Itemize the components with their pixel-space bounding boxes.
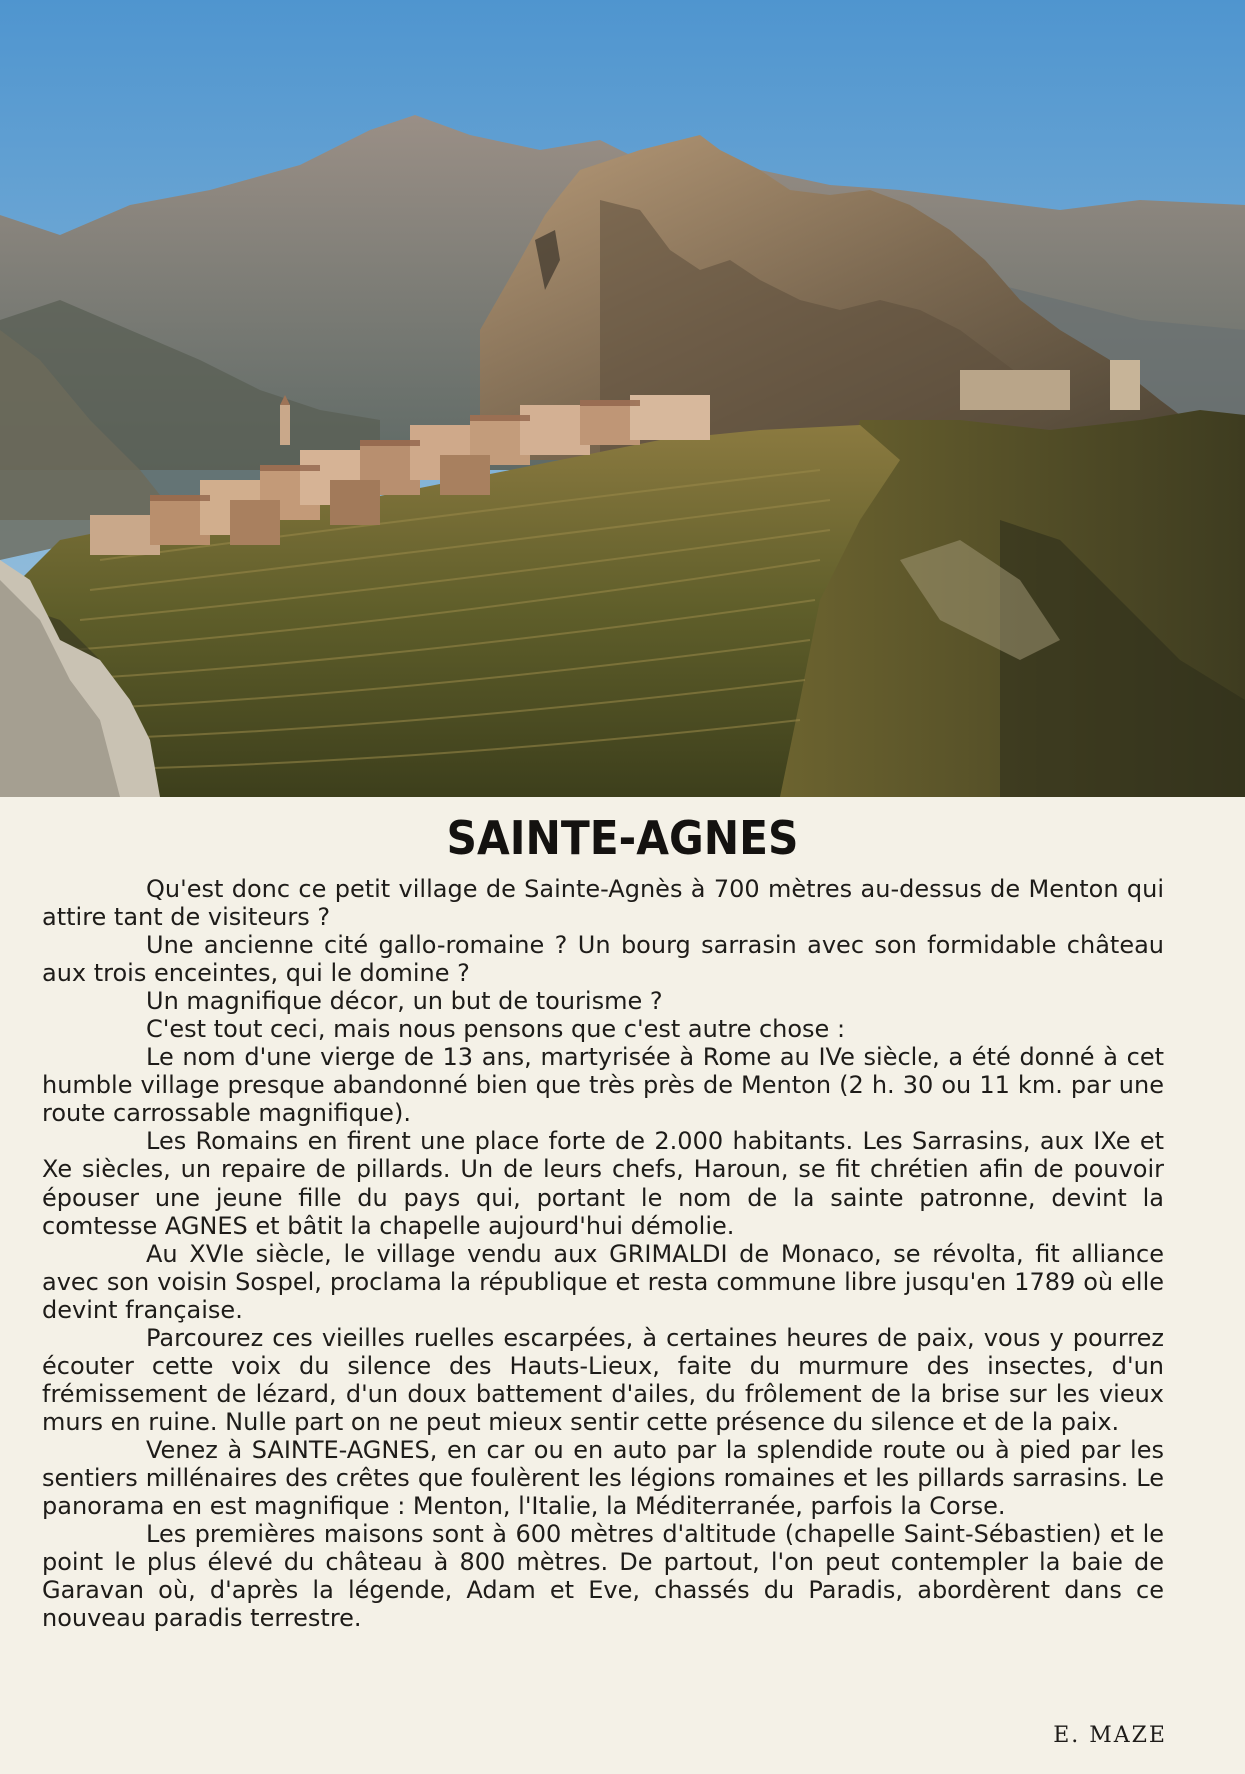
village-photo [0,0,1245,797]
description-text [42,875,1164,1632]
paragraph: C'est tout ceci, mais nous pensons que c'est autre chose : [146,1015,846,1044]
paragraph: Parcourez ces vieilles ruelles escarpées, à certaines heures de paix, vous y pourrez écouter cette voix du silence des Hauts-Lieux, faite du murmure des insectes, d'un frémissement de lézard, d'un doux battement d'ailes, du frôlement de la brise sur les vieux murs en ruine. Nulle part on ne peut mieux sentir cette présence du silence et de la paix. [42,1323,1164,1436]
paragraph: Un magnifique décor, un but de tourisme ? [146,987,663,1016]
paragraph: Au XVIe siècle, le village vendu aux GRIMALDI de Monaco, se révolta, fit alliance avec son voisin Sospel, proclama la république et resta commune libre jusqu'en 1789 où elle devint française. [42,1239,1164,1324]
paragraph: Qu'est donc ce petit village de Sainte-Agnès à 700 mètres au-dessus de Menton qui attire tant de visiteurs ? [42,875,1164,932]
landscape-illustration [0,0,1245,797]
postcard-title: SAINTE-AGNES [446,811,799,865]
paragraph: Une ancienne cité gallo-romaine ? Un bourg sarrasin avec son formidable château aux trois enceintes, qui le domine ? [42,931,1164,988]
paragraph: Le nom d'une vierge de 13 ans, martyrisée à Rome au IVe siècle, a été donné à cet humble village presque abandonné bien que très près de Menton (2 h. 30 ou 11 km. par une route carrossable magnifique). [42,1043,1164,1128]
text-panel [0,797,1245,1774]
paragraph: Venez à SAINTE-AGNES, en car ou en auto par la splendide route ou à pied par les sentiers millénaires des crêtes que foulèrent les légions romaines et les pillards sarrasins. Le panorama en est magnifique : Menton, l'Italie, la Méditerranée, parfois la Corse. [42,1435,1164,1521]
paragraph: Les Romains en firent une place forte de 2.000 habitants. Les Sarrasins, aux IXe et Xe siècles, un repaire de pillards. Un de leurs chefs, Haroun, se fit chrétien afin de pouvoir épouser une jeune fille du pays qui, portant le nom de la sainte patronne, devint la comtesse AGNES et bâtit la chapelle aujourd'hui démolie. [42,1127,1164,1240]
paragraph: Les premières maisons sont à 600 mètres d'altitude (chapelle Saint-Sébastien) et le point le plus élevé du château à 800 mètres. De partout, l'on peut contempler la baie de Garavan où, d'après la légende, Adam et Eve, chassés du Paradis, abordèrent dans ce nouveau paradis terrestre. [42,1520,1164,1633]
author-signature: E. MAZE [1053,1723,1167,1748]
